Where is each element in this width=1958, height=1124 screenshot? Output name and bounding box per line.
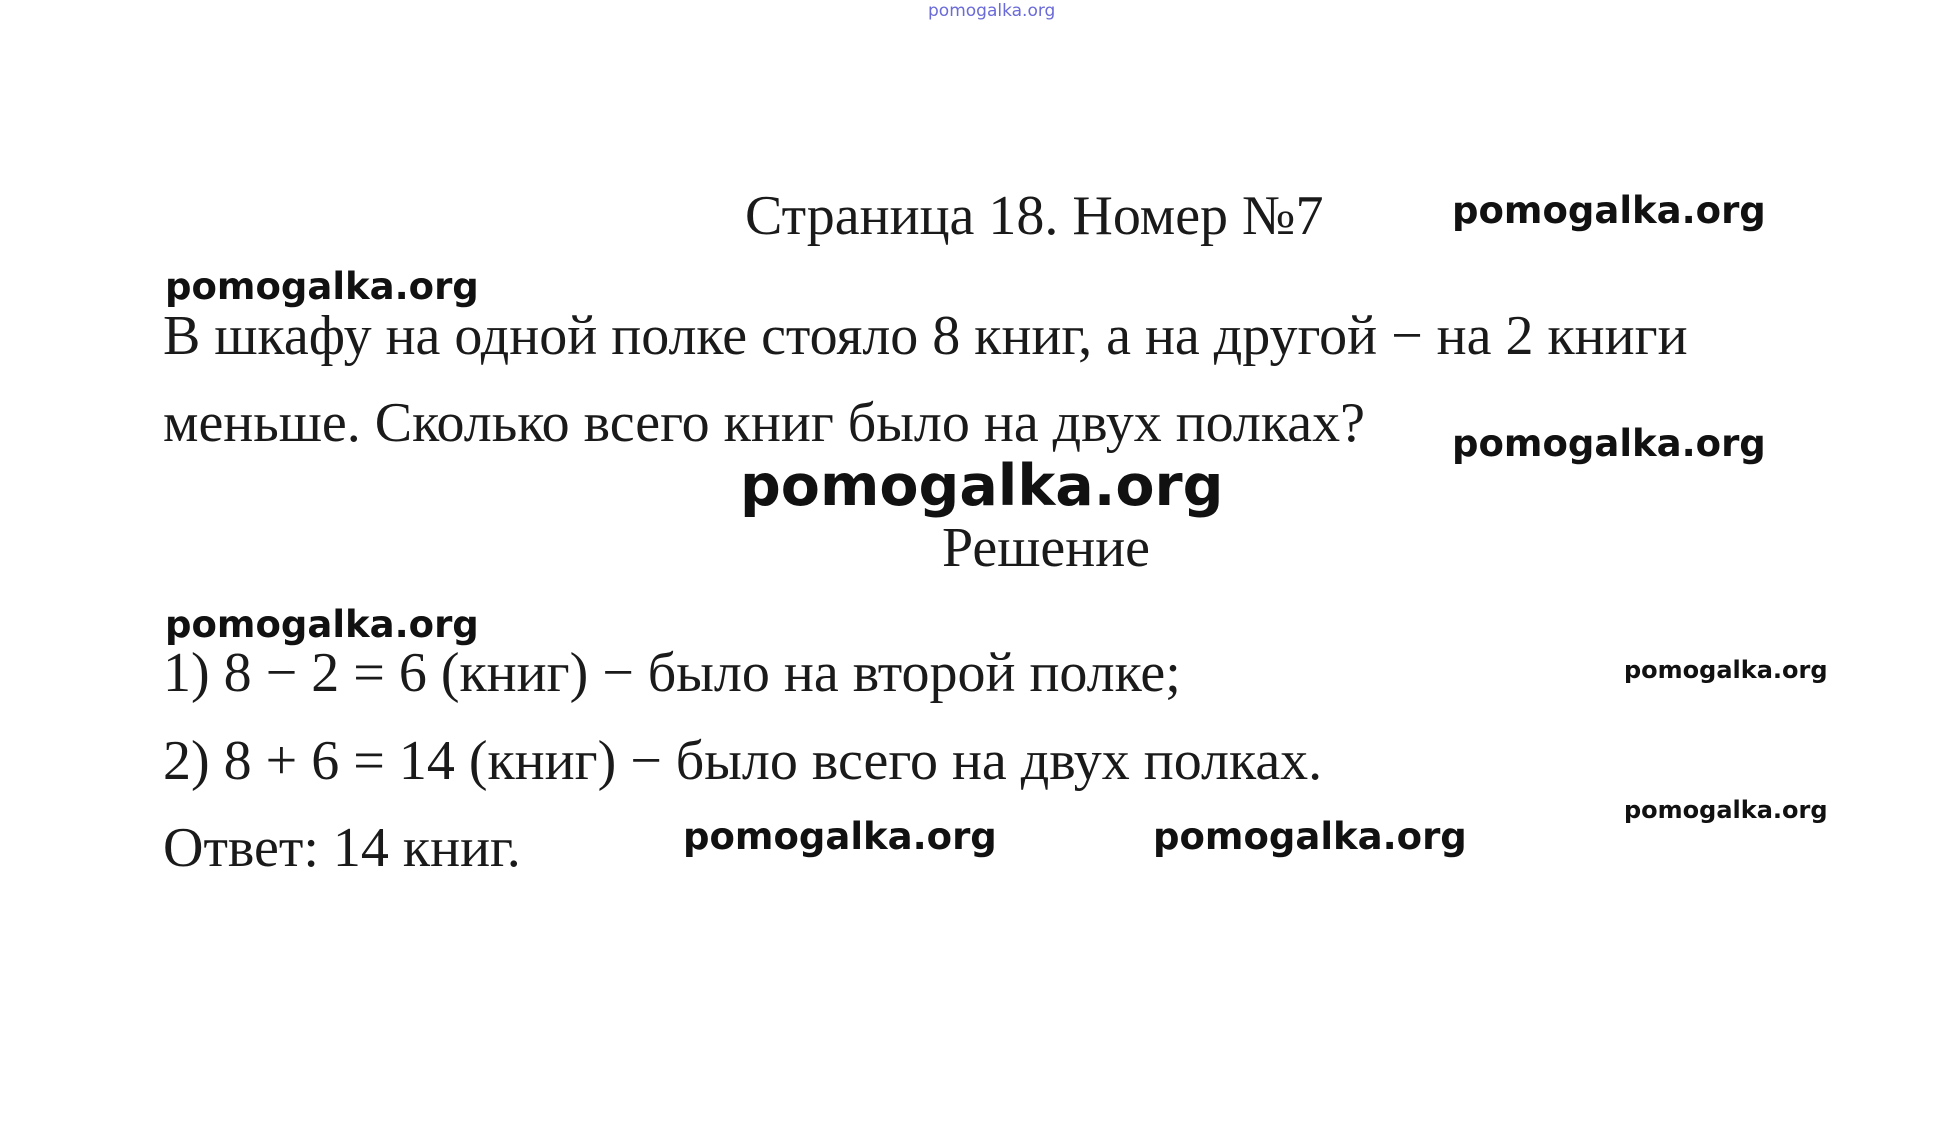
watermark: pomogalka.org	[165, 265, 479, 308]
solution-step-2: 2) 8 + 6 = 14 (книг) − было всего на двух полках.	[163, 730, 1323, 792]
solution-step-1: 1) 8 − 2 = 6 (книг) − было на второй полке;	[163, 642, 1181, 704]
watermark: pomogalka.org	[740, 453, 1224, 519]
answer: Ответ: 14 книг.	[163, 817, 521, 879]
watermark: pomogalka.org	[1624, 656, 1828, 684]
problem-line-1: В шкафу на одной полке стояло 8 книг, а на другой − на 2 книги	[163, 305, 1688, 367]
solution-heading: Решение	[942, 517, 1151, 579]
watermark: pomogalka.org	[1452, 422, 1766, 465]
problem-line-2: меньше. Сколько всего книг было на двух полках?	[163, 392, 1365, 454]
watermark: pomogalka.org	[165, 603, 479, 646]
watermark: pomogalka.org	[1153, 815, 1467, 858]
watermark: pomogalka.org	[1452, 189, 1766, 232]
watermark: pomogalka.org	[683, 815, 997, 858]
top-watermark: pomogalka.org	[928, 1, 1056, 21]
page-title: Страница 18. Номер №7	[745, 185, 1324, 247]
watermark: pomogalka.org	[1624, 796, 1828, 824]
